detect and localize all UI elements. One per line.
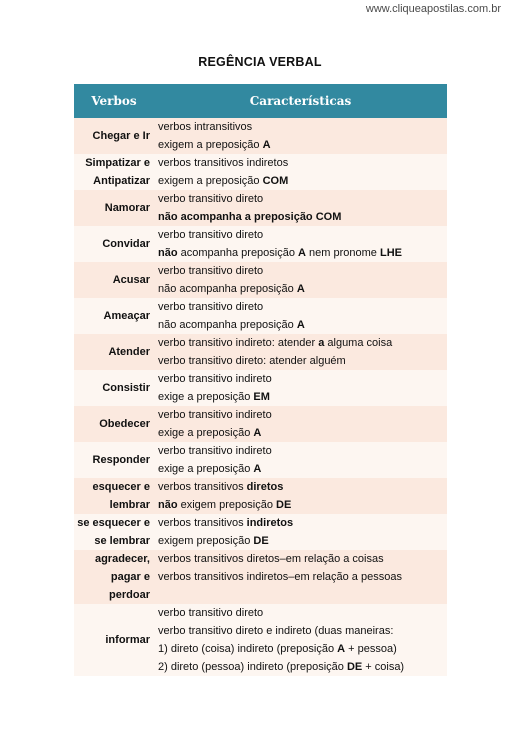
text-segment: + pessoa) [345,643,397,655]
characteristics-cell [154,370,447,406]
table-row [74,370,447,406]
text-segment: exige a preposição [158,427,254,439]
text-segment: nem pronome [305,247,380,259]
characteristic-line [158,352,447,370]
verb-cell [74,514,154,550]
characteristic-line [158,586,447,604]
text-segment: exigem a preposição [158,175,263,187]
emphasis-text: A [298,247,306,259]
characteristics-cell [154,478,447,514]
emphasis-text: A [296,283,305,295]
characteristic-line [158,406,447,424]
text-segment: verbo transitivo indireto: atender [158,337,319,349]
verb-label: perdoar [109,589,150,601]
table-row [74,118,447,154]
characteristic-line [158,568,447,586]
characteristic-line [158,136,447,154]
verb-regency-table [74,84,447,676]
text-segment: exige a preposição [158,463,254,475]
verb-cell [74,262,154,298]
text-segment: verbo transitivo direto [158,607,264,619]
characteristic-line [158,298,447,316]
characteristic-line [158,370,447,388]
verb-cell [74,370,154,406]
characteristics-cell [154,406,447,442]
text-segment: verbo transitivo direto [158,193,264,205]
text-segment: verbo transitivo direto [158,229,264,241]
characteristic-line [158,334,447,352]
table-row [74,550,447,604]
characteristic-line [158,478,447,496]
emphasis-text: DE [276,499,292,511]
table-row [74,190,447,226]
verb-cell [74,118,154,154]
characteristics-cell [154,118,447,154]
emphasis-text: DE [253,535,269,547]
characteristic-line [158,532,447,550]
table-row [74,262,447,298]
table-header [74,84,447,118]
verb-label: se lembrar [94,535,150,547]
characteristic-line [158,226,447,244]
verb-label: Responder [92,454,150,466]
characteristics-cell [154,334,447,370]
site-url: www.cliqueapostilas.com.br [365,3,501,15]
text-segment: verbos transitivos diretos–em relação a coisas [158,553,384,565]
characteristic-line [158,280,447,298]
verb-label: se esquecer e [77,517,150,529]
emphasis-text: diretos [246,481,284,493]
text-segment: verbos intransitivos [158,121,253,133]
verb-label: Convidar [102,238,150,250]
characteristics-cell [154,226,447,262]
characteristic-line [158,550,447,568]
text-segment: + coisa) [362,661,405,673]
emphasis-text: COM [262,175,289,187]
text-segment: verbo transitivo indireto [158,409,272,421]
characteristic-line [158,208,447,226]
characteristic-line [158,424,447,442]
emphasis-text: A [262,139,271,151]
emphasis-text: A [296,319,305,331]
verb-label: pagar e [110,571,150,583]
characteristic-line [158,604,447,622]
emphasis-text: A [337,643,346,655]
verb-label: Simpatizar e [85,157,150,169]
text-segment: acompanha preposição [177,247,299,259]
characteristic-line [158,262,447,280]
text-segment: verbos transitivos indiretos–em relação a pessoas [158,571,402,583]
text-segment: exige a preposição [158,391,254,403]
emphasis-text: não acompanha a preposição COM [158,211,342,223]
verb-label: Ameaçar [103,310,150,322]
table-row [74,298,447,334]
emphasis-text: a [318,337,325,349]
characteristics-cell [154,262,447,298]
text-segment: verbo transitivo direto e indireto (duas maneiras: [158,625,394,637]
text-segment: verbos transitivos indiretos [158,157,289,169]
characteristic-line [158,514,447,532]
text-segment: exigem preposição [177,499,277,511]
table-row [74,154,447,190]
table-row [74,334,447,370]
header-verbs: Verbos [91,94,137,108]
emphasis-text: LHE [379,247,402,259]
table-row [74,604,447,676]
text-segment: 2) direto (pessoa) indireto (preposição [158,661,347,673]
verb-cell [74,334,154,370]
verb-cell [74,226,154,262]
characteristic-line [158,154,447,172]
verb-cell [74,154,154,190]
characteristic-line [158,658,447,676]
verb-label: esquecer e [92,481,150,493]
emphasis-text: EM [253,391,270,403]
table-row [74,226,447,262]
verb-label: agradecer, [94,553,150,565]
table-row [74,442,447,478]
characteristic-line [158,172,447,190]
characteristics-cell [154,514,447,550]
verb-label: lembrar [109,499,150,511]
characteristic-line [158,244,447,262]
verb-label: Acusar [112,274,150,286]
characteristics-cell [154,604,447,676]
verb-cell [74,478,154,514]
characteristic-line [158,640,447,658]
verb-cell [74,550,154,604]
text-segment: verbos transitivos [158,481,247,493]
characteristic-line [158,622,447,640]
verb-label: Obedecer [99,418,150,430]
emphasis-text: DE [346,661,363,673]
table-body [74,118,447,676]
characteristics-cell [154,550,447,604]
text-segment: não acompanha preposição [158,319,297,331]
verb-label: informar [105,634,150,646]
verb-cell [74,190,154,226]
emphasis-text: indiretos [246,517,294,529]
verb-label: Namorar [104,202,150,214]
characteristics-cell [154,298,447,334]
table-row [74,478,447,514]
table-row [74,406,447,442]
text-segment: verbo transitivo direto [158,265,264,277]
text-segment: verbo transitivo direto [158,301,264,313]
text-segment: alguma coisa [324,337,393,349]
verb-cell [74,298,154,334]
characteristics-cell [154,442,447,478]
verb-label: Atender [108,346,150,358]
text-segment: verbo transitivo indireto [158,373,272,385]
characteristic-line [158,388,447,406]
text-segment: 1) direto (coisa) indireto (preposição [158,643,338,655]
verb-cell [74,604,154,676]
verb-cell [74,406,154,442]
verb-label: Consistir [102,382,150,394]
verb-cell [74,442,154,478]
characteristic-line [158,442,447,460]
verb-label: Antipatizar [93,175,150,187]
table-row [74,514,447,550]
emphasis-text: A [253,427,262,439]
characteristic-line [158,118,447,136]
characteristic-line [158,190,447,208]
characteristics-cell [154,154,447,190]
verb-label: Chegar e Ir [92,130,150,142]
emphasis-text: não [158,499,178,511]
characteristic-line [158,316,447,334]
emphasis-text: não [158,247,178,259]
characteristic-line [158,460,447,478]
header-characteristics: Características [249,94,352,108]
text-segment: exigem a preposição [158,139,263,151]
text-segment: exigem preposição [158,535,254,547]
text-segment: verbo transitivo indireto [158,445,272,457]
text-segment: verbos transitivos [158,517,247,529]
text-segment: verbo transitivo direto: atender alguém [158,355,346,367]
characteristics-cell [154,190,447,226]
page-title: REGÊNCIA VERBAL [198,55,322,69]
characteristic-line [158,496,447,514]
emphasis-text: A [253,463,262,475]
text-segment: não acompanha preposição [158,283,297,295]
